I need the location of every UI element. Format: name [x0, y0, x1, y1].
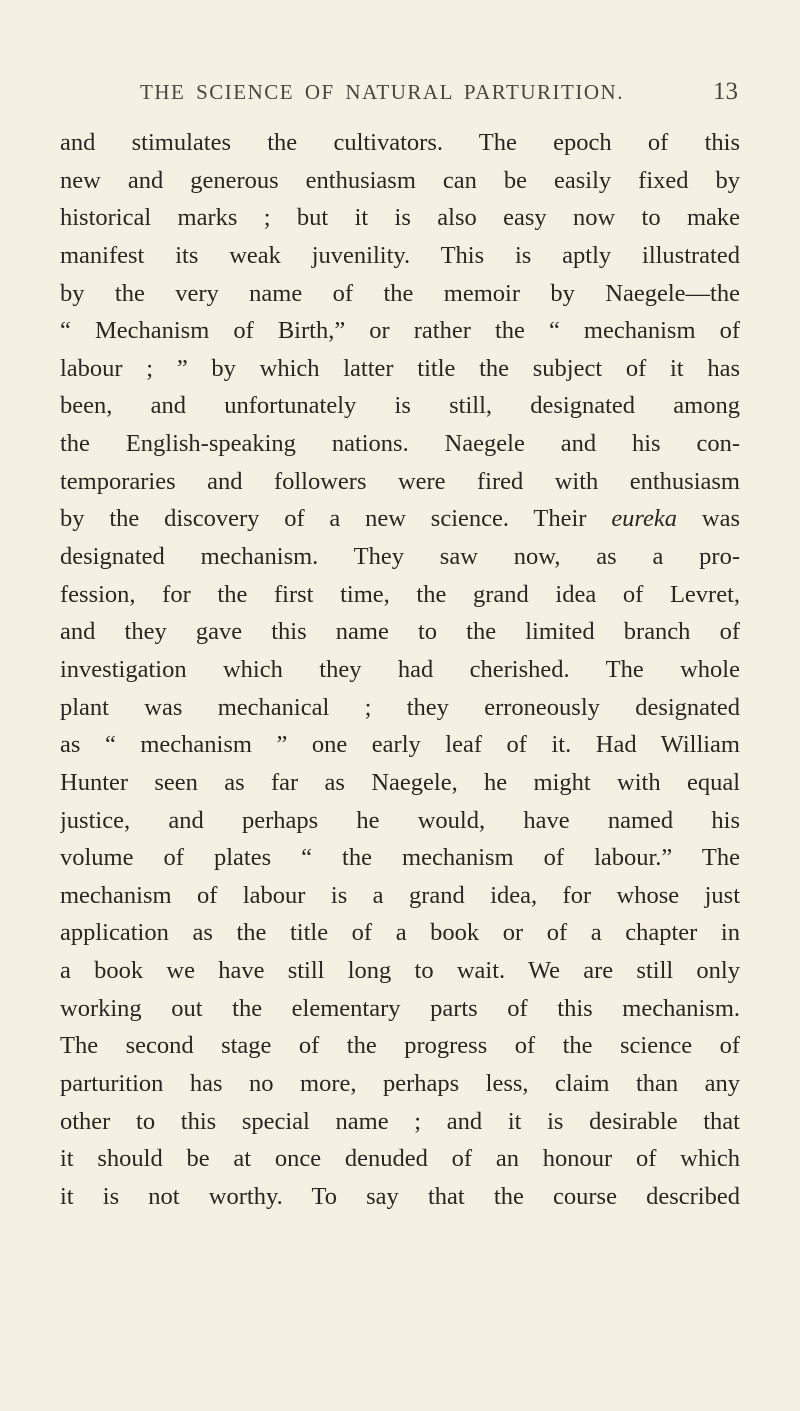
text-line: parturition has no more, perhaps less, claim than any: [60, 1070, 740, 1098]
text-line: application as the title of a book or of a chapter in: [60, 919, 740, 947]
text-line: been, and unfortunately is still, designated among: [60, 392, 740, 420]
text-line: investigation which they had cherished. The whole: [60, 655, 740, 683]
text-line: volume of plates “ the mechanism of labour.” The: [60, 844, 740, 872]
text-line: temporaries and followers were fired with enthusiasm: [60, 467, 740, 495]
page-number: 13: [713, 78, 738, 105]
line-segment: by the discovery of a new science. Their: [60, 505, 587, 533]
line-segment: was: [701, 505, 740, 533]
text-line: and stimulates the cultivators. The epoch of this: [60, 129, 740, 156]
body-text: [60, 124, 740, 1216]
italic-term: eureka: [611, 505, 678, 533]
text-line: it is not worthy. To say that the course described: [60, 1182, 740, 1210]
text-line: as “ mechanism ” one early leaf of it. Had William: [60, 731, 740, 759]
text-line: by the very name of the memoir by Naegele—the: [60, 279, 740, 307]
text-line: the English-speaking nations. Naegele and his con-: [60, 430, 740, 458]
text-line: it should be at once denuded of an honour of which: [60, 1145, 740, 1173]
text-line: justice, and perhaps he would, have named his: [60, 806, 740, 834]
text-line: other to this special name ; and it is desirable that: [60, 1107, 740, 1135]
text-line: Hunter seen as far as Naegele, he might with equal: [60, 768, 740, 796]
text-line: a book we have still long to wait. We are still only: [60, 957, 740, 985]
text-line: labour ; ” by which latter title the subject of it has: [60, 354, 740, 382]
text-line: new and generous enthusiasm can be easily fixed by: [60, 166, 740, 194]
text-line: plant was mechanical ; they erroneously designated: [60, 693, 740, 721]
text-line: “ Mechanism of Birth,” or rather the “ mechanism of: [60, 317, 740, 345]
text-line: The second stage of the progress of the science of: [60, 1032, 740, 1060]
text-line: manifest its weak juvenility. This is aptly illustrated: [60, 241, 740, 269]
text-line: and they gave this name to the limited branch of: [60, 618, 740, 646]
running-head: [60, 80, 738, 104]
text-line: fession, for the first time, the grand idea of Levret,: [60, 580, 740, 608]
text-line: [60, 500, 740, 538]
running-title: THE SCIENCE OF NATURAL PARTURITION.: [140, 80, 624, 104]
text-line: mechanism of labour is a grand idea, for whose just: [60, 881, 740, 909]
text-line: designated mechanism. They saw now, as a pro-: [60, 543, 740, 571]
text-line: historical marks ; but it is also easy now to make: [60, 204, 740, 232]
text-line: working out the elementary parts of this mechanism.: [60, 994, 740, 1022]
